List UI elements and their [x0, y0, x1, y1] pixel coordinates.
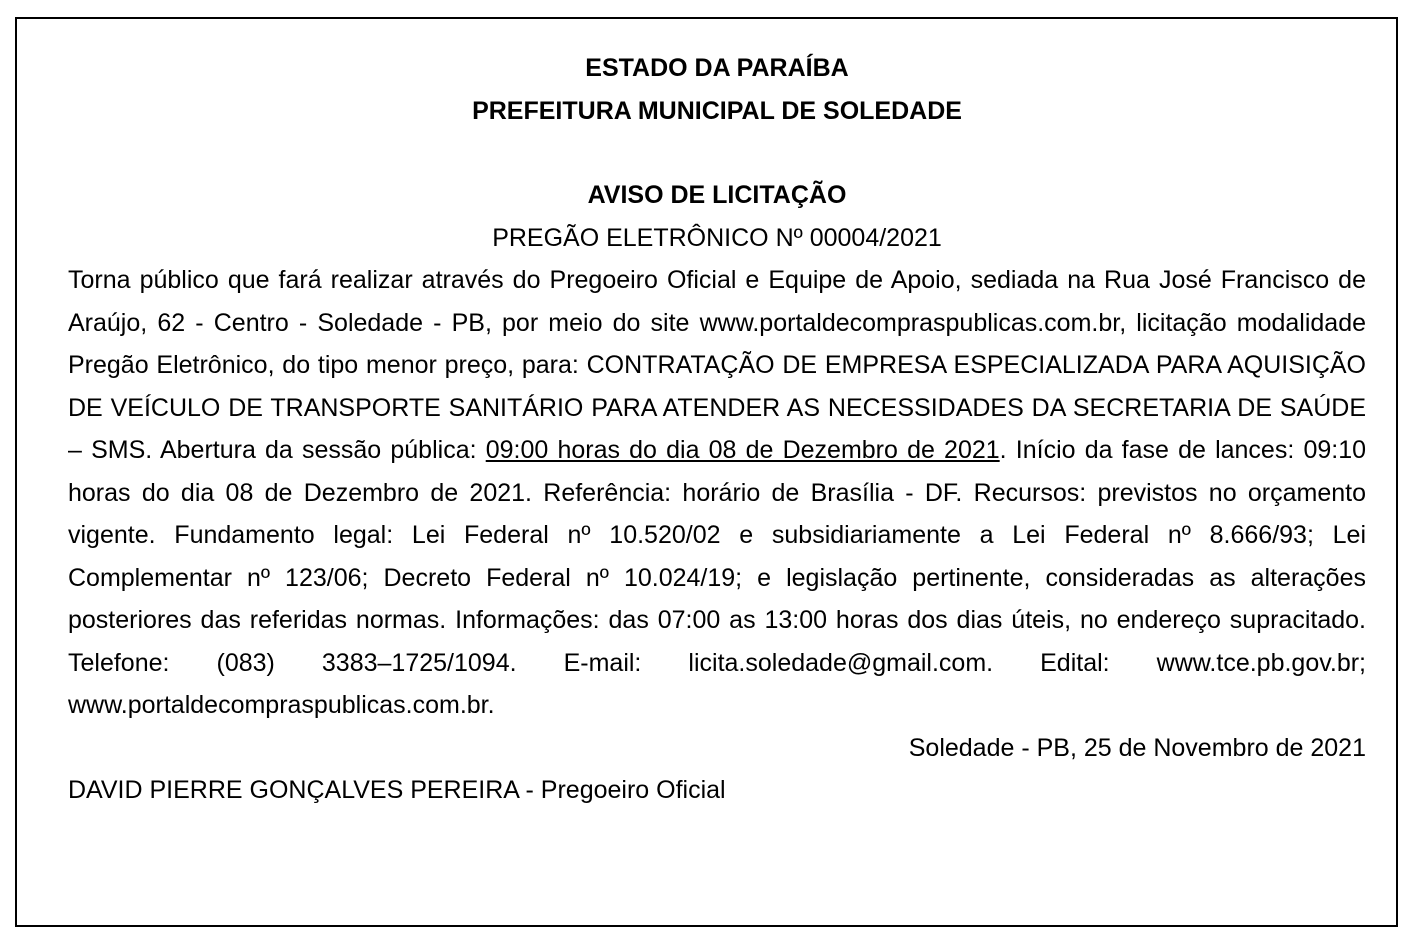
notice-subtitle: PREGÃO ELETRÔNICO Nº 00004/2021 [492, 223, 942, 252]
notice-title: AVISO DE LICITAÇÃO [587, 181, 847, 209]
body-text-part1: Torna público que fará realizar através do Pregoeiro Oficial e Equipe de Apoio, sediada na Rua José Francisco de Araújo, 62 - Centro - Soledade - PB, por meio do site www.portaldecompraspublicas.com.br, licitação modalidade Pregão Eletrônico, do tipo menor preço, para: CONTRATAÇÃO DE EMPRESA ESPECIALIZADA PARA AQUISIÇÃO DE VEÍCULO DE TRANSPORTE SANITÁRIO PARA ATENDER AS NECESSIDADES DA SECRETARIA DE SAÚDE – SMS. Abertura da sessão pública: [68, 266, 1366, 464]
session-opening-datetime: 09:00 horas do dia 08 de Dezembro de 2021 [485, 436, 1000, 464]
body-text-part2: . Início da fase de lances: 09:10 horas do dia 08 de Dezembro de 2021. Referência: horário de Brasília - DF. Recursos: previstos no orçamento vigente. Fundamento legal: Lei Federal nº 10.520/02 e subsidiariamente a Lei Federal nº 8.666/93; Lei Complementar nº 123/06; Decreto Federal nº 10.024/19; e legislação pertinente, consideradas as alterações posteriores das referidas normas. Informações: das 07:00 as 13:00 horas dos dias úteis, no endereço supracitado. Telefone: (083) 3383–1725/1094. E-mail: licita.soledade@gmail.com. Edital: www.tce.pb.gov.br; www.portaldecompraspublicas.com.br. [68, 436, 1366, 719]
spacer [68, 132, 1366, 174]
municipality-heading: PREFEITURA MUNICIPAL DE SOLEDADE [472, 96, 962, 125]
state-heading: ESTADO DA PARAÍBA [585, 54, 849, 82]
signature-line: DAVID PIERRE GONÇALVES PEREIRA - Pregoeiro Oficial [68, 776, 726, 804]
notice-content [68, 47, 1366, 812]
notice-body [68, 259, 1366, 727]
place-date: Soledade - PB, 25 de Novembro de 2021 [908, 733, 1366, 762]
